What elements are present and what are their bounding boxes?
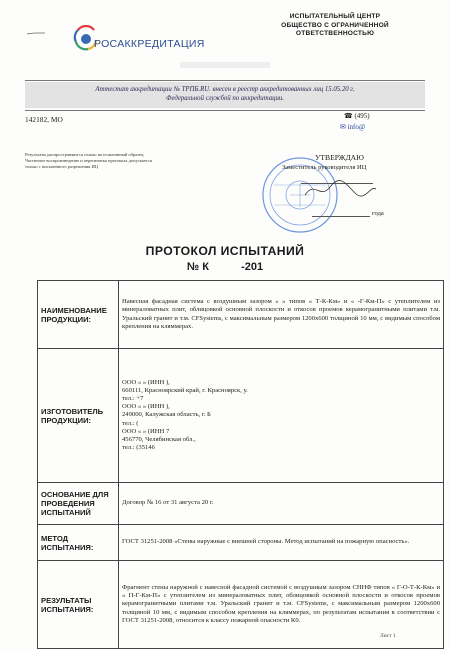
protocol-title: ПРОТОКОЛ ИСПЫТАНИЙ [145,244,305,258]
manufacturer-line: тел.: ( [122,419,139,427]
faint-watermark [180,62,270,68]
org-line: ОТВЕТСТВЕННОСТЬЮ [295,30,375,37]
attestat-line: Федеральной службой по аккредитации. [166,95,284,102]
sheet-number: Лист 1 [380,633,396,639]
row-label: РЕЗУЛЬТАТЫ ИСПЫТАНИЯ: [38,561,119,649]
manufacturer-line: тел.: (35146 [122,444,155,452]
row-label: ОСНОВАНИЕ ДЛЯ ПРОВЕДЕНИЯ ИСПЫТАНИЙ [38,483,119,525]
row-value: Навесная фасадная система с воздушным зазором « » типов « Т-К-Км» и « -Г-Км-П» с утеплителем из минераловатных плит, облицовкой основной плоскости и откосов проемов керамогранитными плитами т.м. Уральский гранит и т.м. CFSystems, с максимальным размером 1200х600 толщиной 10 мм, с видимым способом крепления на кляммерах. [119,281,444,349]
row-value: Фрагмент стены наружной с навесной фасадной системой с воздушным зазором СННФ типов « Г-О-Т-К-Км» и « П-Г-Км-П» с утеплителем из минераловатных плит, облицовкой основной плоскости и откосов проемов керамогранитными плитами т.м. Уральский гранит и т.м. CFSystems, с максимальным размером 1200х600 толщиной 10 мм, с видимым способом крепления на кляммерах, по результатам испытания в соответствии с ГОСТ 31251-2008, относится к классу пожарной опасности К0. [119,561,444,649]
row-value: Договор № 16 от 31 августа 20 г. [119,483,444,525]
organization-name [255,13,415,39]
approval-title: УТВЕРЖДАЮ [315,153,364,162]
org-line: ИСПЫТАТЕЛЬНЫЙ ЦЕНТР [289,13,381,20]
manufacturer-line: 456770, Челябинская обл., [122,436,196,443]
signature-icon [300,175,380,205]
attestat-text [25,85,425,103]
row-value [119,349,444,483]
table-row [38,281,444,349]
protocol-number-suffix: -201 [241,261,264,273]
manufacturer-line: ООО « » (ИНН ), [122,378,170,386]
date-line [312,216,370,217]
attestat-line: Аттестат аккредитации № ТРПБ.RU. внесен в реестр аккредитованных лиц 15.05.20 г. [95,86,355,93]
row-label: НАИМЕНОВАНИЕ ПРОДУКЦИИ: [38,281,119,349]
protocol-number [0,261,450,273]
approval-year: года [372,210,384,217]
manufacturer-line: ООО « » (ИНН 7 [122,427,170,435]
table-row [38,525,444,561]
protocol-number-prefix: № К [186,261,209,273]
manufacturer-line: тел.: +7 [122,394,144,402]
table-row [38,483,444,525]
org-line: ОБЩЕСТВО С ОГРАНИЧЕННОЙ [281,21,389,29]
manufacturer-line: 249000, Калужская область, г. Б [122,411,211,419]
divider [25,110,425,111]
logo-text: РОСАККРЕДИТАЦИЯ [94,38,205,50]
disclaimer: Результаты распространяются только на испытанный образец. Частичное воспроизведение и перепечатка протокола допускается только с письменного разрешения ИЦ [25,152,152,169]
approval-subtitle: Заместитель руководителя ИЦ [282,164,367,171]
manufacturer-line: 660111, Красноярский край, г. Красноярск, у. [122,386,248,394]
divider [25,80,425,81]
address: 142182, МО [25,115,63,124]
row-label: МЕТОД ИСПЫТАНИЯ: [38,525,119,561]
email-link[interactable]: ✉ info@ [340,123,366,131]
manufacturer-line: ООО « » (ИНН ), [122,403,170,411]
row-value: ГОСТ 31251-2008 «Стены наружные с внешней стороны. Метод испытаний на пожарную опасность». [119,525,444,561]
protocol-table [37,280,444,649]
pen-mark [26,30,46,36]
phone: ☎ (495) [344,112,370,120]
row-label: ИЗГОТОВИТЕЛЬ ПРОДУКЦИИ: [38,349,119,483]
table-row [38,349,444,483]
